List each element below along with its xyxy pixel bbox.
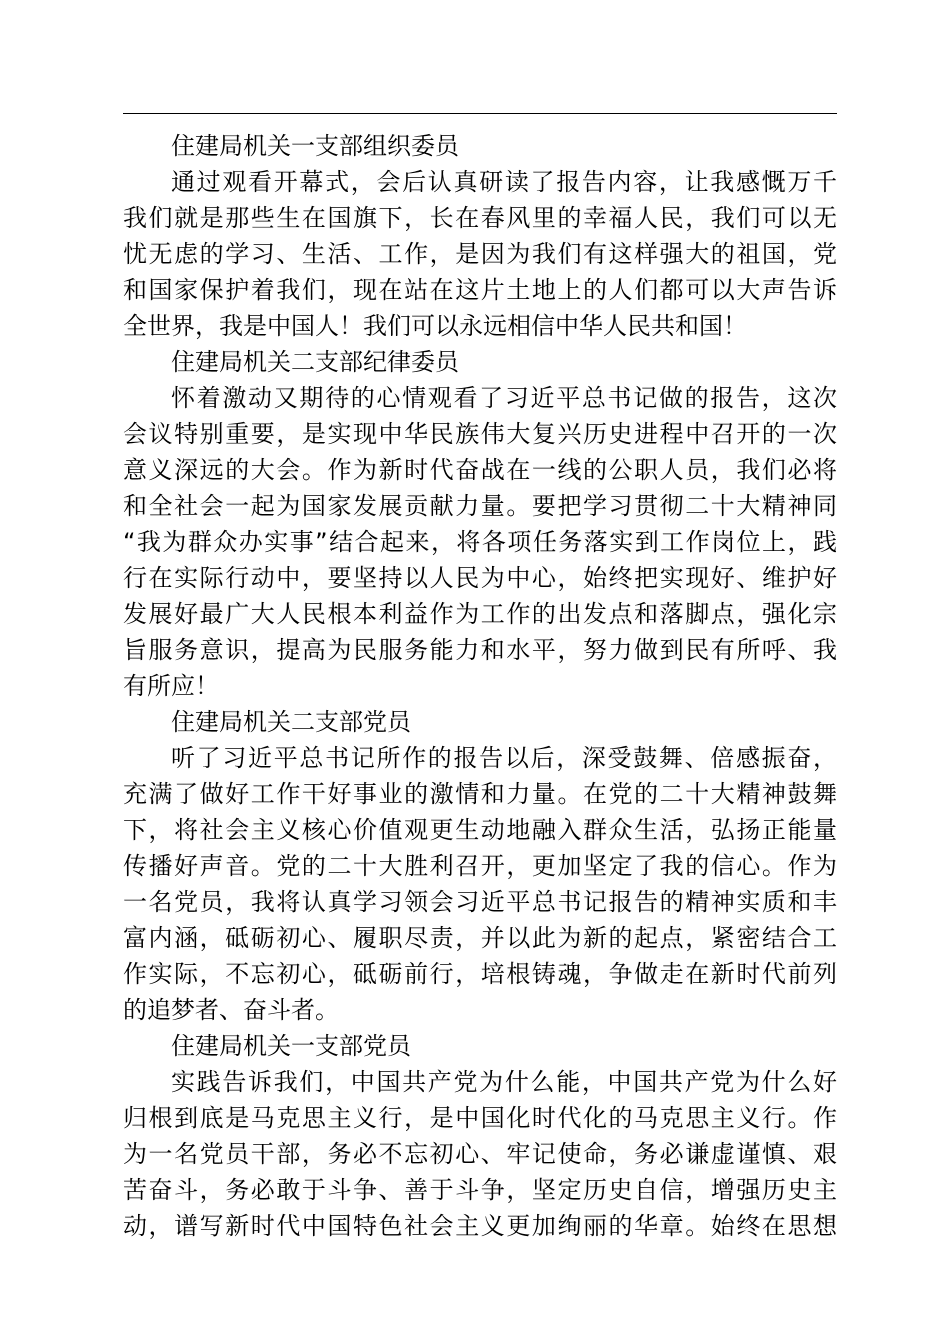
paragraph-line: 会议特别重要，是实现中华民族伟大复兴历史进程中召开的一次 <box>123 420 837 448</box>
section-paragraph <box>123 740 837 1028</box>
comment-section <box>123 128 837 344</box>
paragraph-line: 听了习近平总书记所作的报告以后，深受鼓舞、倍感振奋， <box>171 744 837 772</box>
paragraph-line: 动，谱写新时代中国特色社会主义更加绚丽的华章。始终在思想 <box>123 1212 837 1240</box>
section-title: 住建局机关二支部党员 <box>171 708 411 736</box>
comment-section <box>123 344 837 704</box>
paragraph-line: 的追梦者、奋斗者。 <box>123 996 339 1024</box>
header-rule <box>123 113 837 114</box>
paragraph-line: 归根到底是马克思主义行，是中国化时代化的马克思主义行。作 <box>123 1104 837 1132</box>
paragraph-line: 发展好最广大人民根本利益作为工作的出发点和落脚点，强化宗 <box>123 600 837 628</box>
paragraph-line: “我为群众办实事”结合起来，将各项任务落实到工作岗位上，践 <box>123 528 837 556</box>
section-paragraph <box>123 1064 837 1244</box>
section-title: 住建局机关一支部党员 <box>171 1032 411 1060</box>
paragraph-line: 行在实际行动中，要坚持以人民为中心，始终把实现好、维护好 <box>123 564 837 592</box>
comment-section <box>123 704 837 1028</box>
paragraph-line: 和国家保护着我们，现在站在这片土地上的人们都可以大声告诉 <box>123 276 837 304</box>
paragraph-line: 有所应！ <box>123 672 219 700</box>
paragraph-line: 苦奋斗，务必敢于斗争、善于斗争，坚定历史自信，增强历史主 <box>123 1176 837 1204</box>
paragraph-line: 作实际，不忘初心，砥砺前行，培根铸魂，争做走在新时代前列 <box>123 960 837 988</box>
paragraph-line: 忧无虑的学习、生活、工作，是因为我们有这样强大的祖国，党 <box>123 240 837 268</box>
section-paragraph <box>123 380 837 704</box>
paragraph-line: 实践告诉我们，中国共产党为什么能，中国共产党为什么好 <box>171 1068 837 1096</box>
paragraph-line: 怀着激动又期待的心情观看了习近平总书记做的报告，这次 <box>171 384 837 412</box>
paragraph-line: 全世界，我是中国人！我们可以永远相信中华人民共和国！ <box>123 312 747 340</box>
paragraph-line: 旨服务意识，提高为民服务能力和水平，努力做到民有所呼、我 <box>123 636 837 664</box>
paragraph-line: 一名党员，我将认真学习领会习近平总书记报告的精神实质和丰 <box>123 888 837 916</box>
section-title: 住建局机关二支部纪律委员 <box>171 348 459 376</box>
document-body <box>123 128 837 1244</box>
paragraph-line: 充满了做好工作干好事业的激情和力量。在党的二十大精神鼓舞 <box>123 780 837 808</box>
paragraph-line: 下，将社会主义核心价值观更生动地融入群众生活，弘扬正能量 <box>123 816 837 844</box>
paragraph-line: 我们就是那些生在国旗下，长在春风里的幸福人民，我们可以无 <box>123 204 837 232</box>
section-paragraph <box>123 164 837 344</box>
paragraph-line: 传播好声音。党的二十大胜利召开，更加坚定了我的信心。作为 <box>123 852 837 880</box>
paragraph-line: 为一名党员干部，务必不忘初心、牢记使命，务必谦虚谨慎、艰 <box>123 1140 837 1168</box>
paragraph-line: 和全社会一起为国家发展贡献力量。要把学习贯彻二十大精神同 <box>123 492 837 520</box>
section-title: 住建局机关一支部组织委员 <box>171 132 459 160</box>
paragraph-line: 意义深远的大会。作为新时代奋战在一线的公职人员，我们必将 <box>123 456 837 484</box>
paragraph-line: 通过观看开幕式，会后认真研读了报告内容，让我感慨万千 <box>171 168 837 196</box>
comment-section <box>123 1028 837 1244</box>
paragraph-line: 富内涵，砥砺初心、履职尽责，并以此为新的起点，紧密结合工 <box>123 924 837 952</box>
